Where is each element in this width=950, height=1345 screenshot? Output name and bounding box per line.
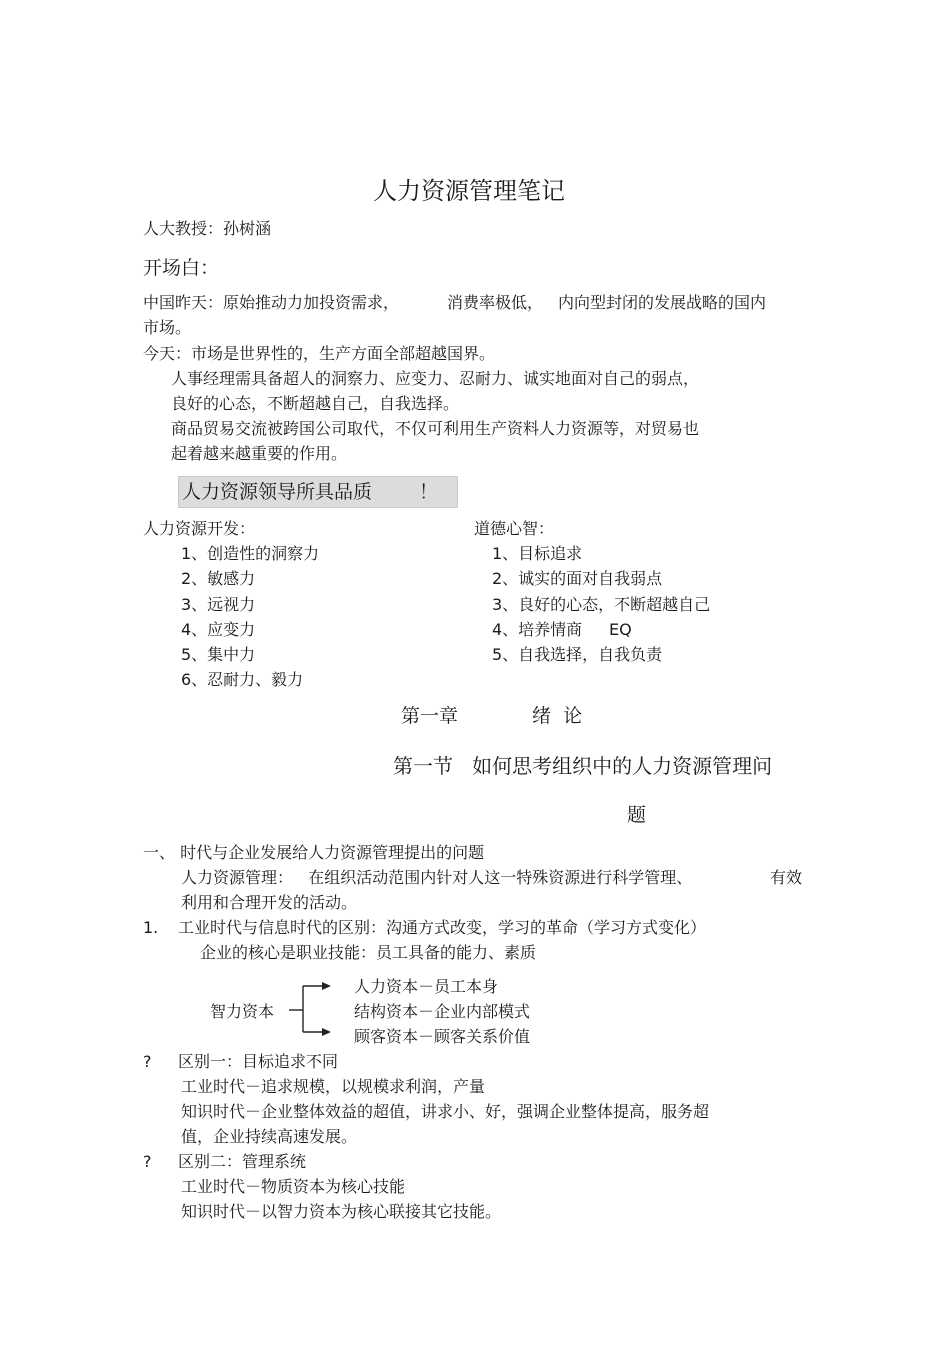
opening-line: 消费率极低， bbox=[447, 293, 544, 312]
core-line: 企业的核心是职业技能：员工具备的能力、素质 bbox=[200, 943, 537, 962]
opening-line: 中国昨天：原始推动力加投资需求， bbox=[143, 293, 400, 312]
capital-root: 智力资本 bbox=[210, 1002, 275, 1021]
list-item: 1、目标追求 bbox=[492, 544, 583, 563]
banner-text: 人力资源领导所具品质 bbox=[182, 481, 373, 503]
author-line: 人大教授：孙树涵 bbox=[143, 219, 272, 238]
qualities-banner bbox=[178, 476, 458, 508]
definition-line: 利用和合理开发的活动。 bbox=[181, 893, 358, 912]
section-title-cont: 题 bbox=[627, 804, 647, 826]
definition-line: 人力资源管理： 在组织活动范围内针对人这一特殊资源进行科学管理、 bbox=[181, 868, 693, 887]
capital-item: 结构资本－企业内部模式 bbox=[354, 1002, 531, 1021]
capital-item: 人力资本－员工本身 bbox=[354, 977, 499, 996]
bullet-mark: ? bbox=[143, 1052, 152, 1071]
opening-line: 商品贸易交流被跨国公司取代，不仅可利用生产资料人力资源等，对贸易也 bbox=[171, 419, 700, 438]
section-title: 第一节 如何思考组织中的人力资源管理问 bbox=[393, 754, 773, 778]
list-item: 6、忍耐力、毅力 bbox=[181, 670, 304, 689]
definition-line: 有效 bbox=[770, 868, 803, 887]
chapter-name: 绪 论 bbox=[532, 705, 583, 727]
opening-line: 良好的心态，不断超越自己，自我选择。 bbox=[171, 394, 460, 413]
list-item: 2、诚实的面对自我弱点 bbox=[492, 569, 663, 588]
opening-line: 今天：市场是世界性的，生产方面全部超越国界。 bbox=[143, 344, 496, 363]
opening-line: 市场。 bbox=[143, 318, 192, 337]
qualities-right-heading: 道德心智： bbox=[474, 519, 555, 538]
list-item: 5、集中力 bbox=[181, 645, 256, 664]
capital-item: 顾客资本－顾客关系价值 bbox=[354, 1027, 531, 1046]
difference-line: 工业时代－追求规模，以规模求利润，产量 bbox=[181, 1077, 486, 1096]
banner-mark: ！ bbox=[419, 481, 439, 503]
list-item: 5、自我选择，自我负责 bbox=[492, 645, 663, 664]
list-item: 4、培养情商 bbox=[492, 620, 583, 639]
eq-label: EQ bbox=[609, 620, 632, 639]
qualities-left-heading: 人力资源开发： bbox=[143, 519, 256, 538]
item-number: 1. bbox=[143, 918, 159, 937]
difference-line: 知识时代－以智力资本为核心联接其它技能。 bbox=[181, 1202, 502, 1221]
difference-line: 值，企业持续高速发展。 bbox=[181, 1127, 358, 1146]
list-item: 3、远视力 bbox=[181, 595, 256, 614]
list-item: 4、应变力 bbox=[181, 620, 256, 639]
chapter-label: 第一章 bbox=[401, 705, 459, 727]
part-heading: 一、 时代与企业发展给人力资源管理提出的问题 bbox=[143, 843, 485, 862]
opening-heading: 开场白： bbox=[143, 257, 220, 279]
list-item: 3、良好的心态，不断超越自己 bbox=[492, 595, 711, 614]
opening-line: 人事经理需具备超人的洞察力、应变力、忍耐力、诚实地面对自己的弱点， bbox=[171, 369, 700, 388]
bullet-mark: ? bbox=[143, 1152, 152, 1171]
opening-line: 内向型封闭的发展战略的国内 bbox=[558, 293, 767, 312]
page-title: 人力资源管理笔记 bbox=[373, 177, 565, 205]
opening-line: 起着越来越重要的作用。 bbox=[171, 444, 348, 463]
item-text: 工业时代与信息时代的区别：沟通方式改变，学习的革命（学习方式变化） bbox=[178, 918, 707, 937]
list-item: 1、创造性的洞察力 bbox=[181, 544, 320, 563]
difference-heading: 区别二：管理系统 bbox=[178, 1152, 307, 1171]
list-item: 2、敏感力 bbox=[181, 569, 256, 588]
difference-heading: 区别一：目标追求不同 bbox=[178, 1052, 339, 1071]
difference-line: 工业时代－物质资本为核心技能 bbox=[181, 1177, 406, 1196]
capital-brace bbox=[285, 976, 345, 1036]
difference-line: 知识时代－企业整体效益的超值，讲求小、好，强调企业整体提高，服务超 bbox=[181, 1102, 710, 1121]
